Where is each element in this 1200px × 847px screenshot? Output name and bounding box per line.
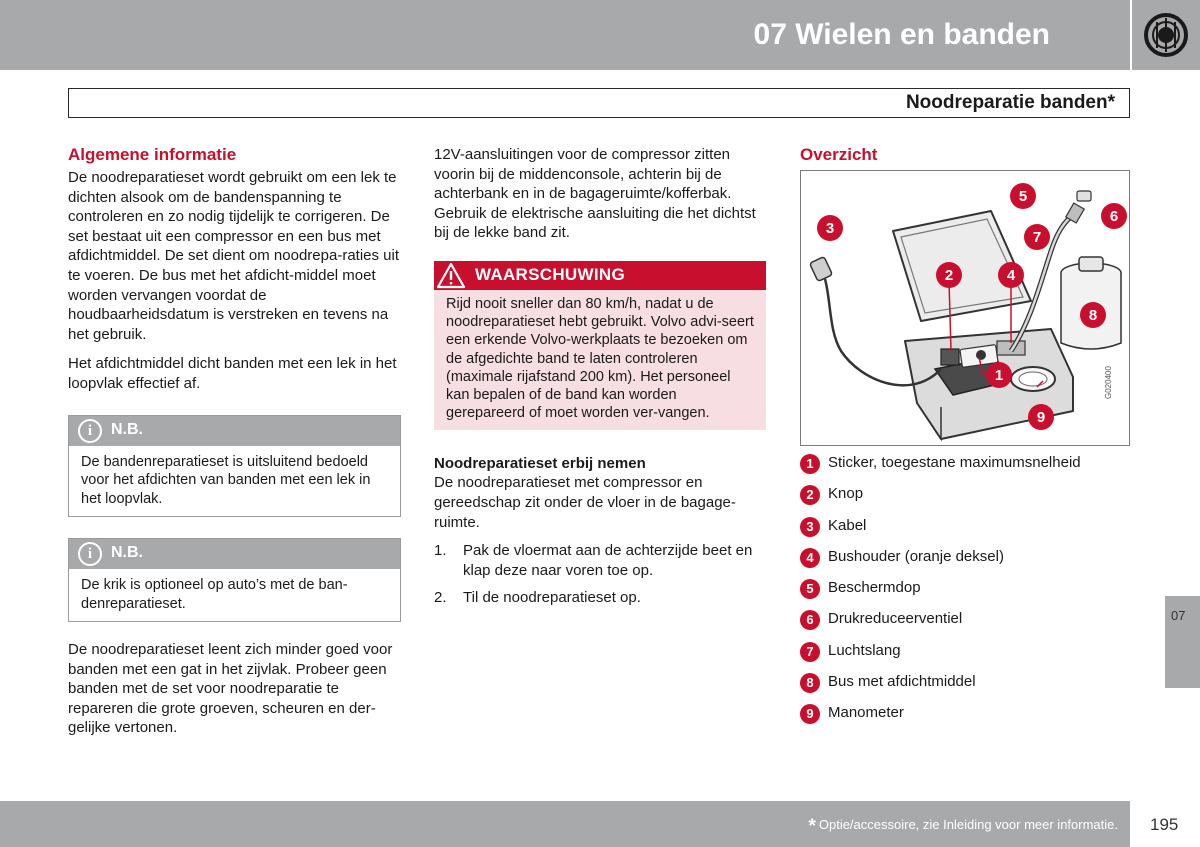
legend-text: Manometer — [828, 704, 904, 722]
note-text: De bandenreparatieset is uitsluitend bedoeld voor het afdichten van banden met een lek in het loopvlak. — [81, 453, 371, 507]
warning-text: Rijd nooit sneller dan 80 km/h, nadat u de noodreparatieset hebt gebruikt. Volvo advi-seert een erkende Volvo-werkplaats te bezoeken om de afgedichte band te laten controleren (maximale rijafstand 200 km). Het personeel kan bepalen of de band kan worden gerepareerd of moet worden ver-vangen. — [434, 290, 766, 430]
list-item — [800, 609, 1130, 640]
note-box — [68, 538, 401, 622]
tyre-icon — [1143, 12, 1189, 58]
warning-triangle-icon — [436, 262, 466, 289]
section-title: Noodreparatie banden* — [905, 92, 1115, 113]
note-label: N.B. — [111, 544, 143, 562]
list-item — [800, 547, 1130, 578]
legend-text: Bushouder (oranje deksel) — [828, 547, 1004, 565]
repair-kit-illustration — [800, 170, 1130, 446]
subheading-take-kit: Noodreparatieset erbij nemen — [434, 455, 646, 473]
note-text: De krik is optioneel op auto’s met de ban-denreparatieset. — [81, 577, 348, 612]
section-title-box — [68, 88, 1130, 118]
list-item — [800, 516, 1130, 547]
steps-list — [434, 541, 767, 608]
legend-text: Beschermdop — [828, 579, 921, 597]
legend-number: 8 — [800, 673, 820, 693]
legend-text: Knop — [828, 485, 864, 503]
legend-text: Bus met afdichtmiddel — [828, 673, 976, 691]
note-box — [68, 415, 401, 518]
list-item — [800, 453, 1130, 484]
note-header — [69, 416, 400, 446]
footer-bar — [0, 801, 1130, 847]
list-item — [434, 541, 767, 580]
page-number: 195 — [1150, 815, 1179, 834]
chapter-side-tab — [1165, 596, 1200, 688]
warning-label: WAARSCHUWING — [475, 264, 625, 284]
footer-note — [808, 816, 1118, 838]
paragraph: 12V-aansluitingen voor de compressor zitten voorin bij de middenconsole, achterin bij de achterbank en in de bagageruimte/kofferbak. Gebruik de elektrische aansluiting die het dichtst bij de lekke band zit. — [434, 146, 756, 242]
legend-number: 5 — [800, 579, 820, 599]
legend-number: 7 — [800, 642, 820, 662]
column-right — [800, 145, 1130, 722]
legend-number: 3 — [800, 517, 820, 537]
column-middle — [434, 145, 767, 616]
list-item — [800, 672, 1130, 703]
chapter-header — [0, 0, 1130, 70]
legend-text: Luchtslang — [828, 641, 901, 659]
warning-header — [434, 261, 766, 290]
svg-text:9: 9 — [1036, 409, 1046, 426]
svg-text:6: 6 — [1109, 208, 1119, 225]
svg-text:7: 7 — [1032, 229, 1042, 246]
legend-number: 1 — [800, 454, 820, 474]
list-item — [800, 703, 1130, 734]
step-number: 2. — [434, 589, 447, 607]
list-item — [800, 578, 1130, 609]
paragraph: De noodreparatieset met compressor en gereedschap zit onder de vloer in de bagage-ruimte. — [434, 474, 736, 531]
chapter-title: 07 Wielen en banden — [753, 18, 1050, 51]
svg-text:8: 8 — [1088, 307, 1098, 324]
paragraph: De noodreparatieset wordt gebruikt om een lek te dichten alsook om de bandenspanning te controleren en zo nodig tijdelijk te corrigeren. De set bestaat uit een compressor en een bus met afdichtmiddel. De set dient om noodrepa-raties uit te voeren. De bus met het afdicht-middel moet worden vervangen voordat de houdbaarheidsdatum is verstreken en tevens na het gebruik. — [68, 169, 400, 343]
heading-overview: Overzicht — [800, 145, 878, 164]
svg-text:3: 3 — [825, 220, 835, 237]
svg-text:4: 4 — [1006, 267, 1016, 284]
footnote-star: * — [808, 816, 816, 837]
list-item — [800, 484, 1130, 515]
legend-text: Sticker, toegestane maximumsnelheid — [828, 454, 1081, 471]
step-text: Til de noodreparatieset op. — [463, 589, 641, 607]
note-label: N.B. — [111, 420, 143, 438]
legend-number: 2 — [800, 485, 820, 505]
note-header — [69, 539, 400, 569]
chapter-icon-box — [1132, 0, 1200, 70]
step-text: Pak de vloermat aan de achterzijde beet en klap deze naar voren toe op. — [463, 542, 753, 579]
svg-text:1: 1 — [994, 367, 1004, 384]
info-icon: i — [78, 542, 102, 566]
list-item — [800, 641, 1130, 672]
info-icon: i — [78, 419, 102, 443]
legend-number: 6 — [800, 610, 820, 630]
heading-general-info: Algemene informatie — [68, 145, 237, 164]
side-tab-label: 07 — [1171, 608, 1186, 623]
paragraph: De noodreparatieset leent zich minder goed voor banden met een gat in het zijvlak. Probeer geen banden met de set voor noodreparatie te repareren die grote groeven, scheuren en der-gelijke vertonen. — [68, 641, 393, 737]
repair-kit-drawing — [801, 171, 1129, 445]
legend-number: 4 — [800, 548, 820, 568]
list-item — [434, 588, 767, 608]
svg-text:2: 2 — [944, 267, 954, 284]
footer-note-text: Optie/accessoire, zie Inleiding voor meer informatie. — [818, 817, 1118, 832]
legend-text: Kabel — [828, 516, 867, 534]
paragraph: Het afdichtmiddel dicht banden met een lek in het loopvlak effectief af. — [68, 355, 397, 392]
figure-code: G020400 — [1104, 366, 1113, 399]
column-left — [68, 145, 401, 738]
warning-box — [434, 261, 766, 430]
svg-text:5: 5 — [1018, 188, 1028, 205]
legend-number: 9 — [800, 704, 820, 724]
legend-list — [800, 453, 1130, 735]
legend-text: Drukreduceerventiel — [828, 610, 963, 628]
step-number: 1. — [434, 542, 447, 560]
